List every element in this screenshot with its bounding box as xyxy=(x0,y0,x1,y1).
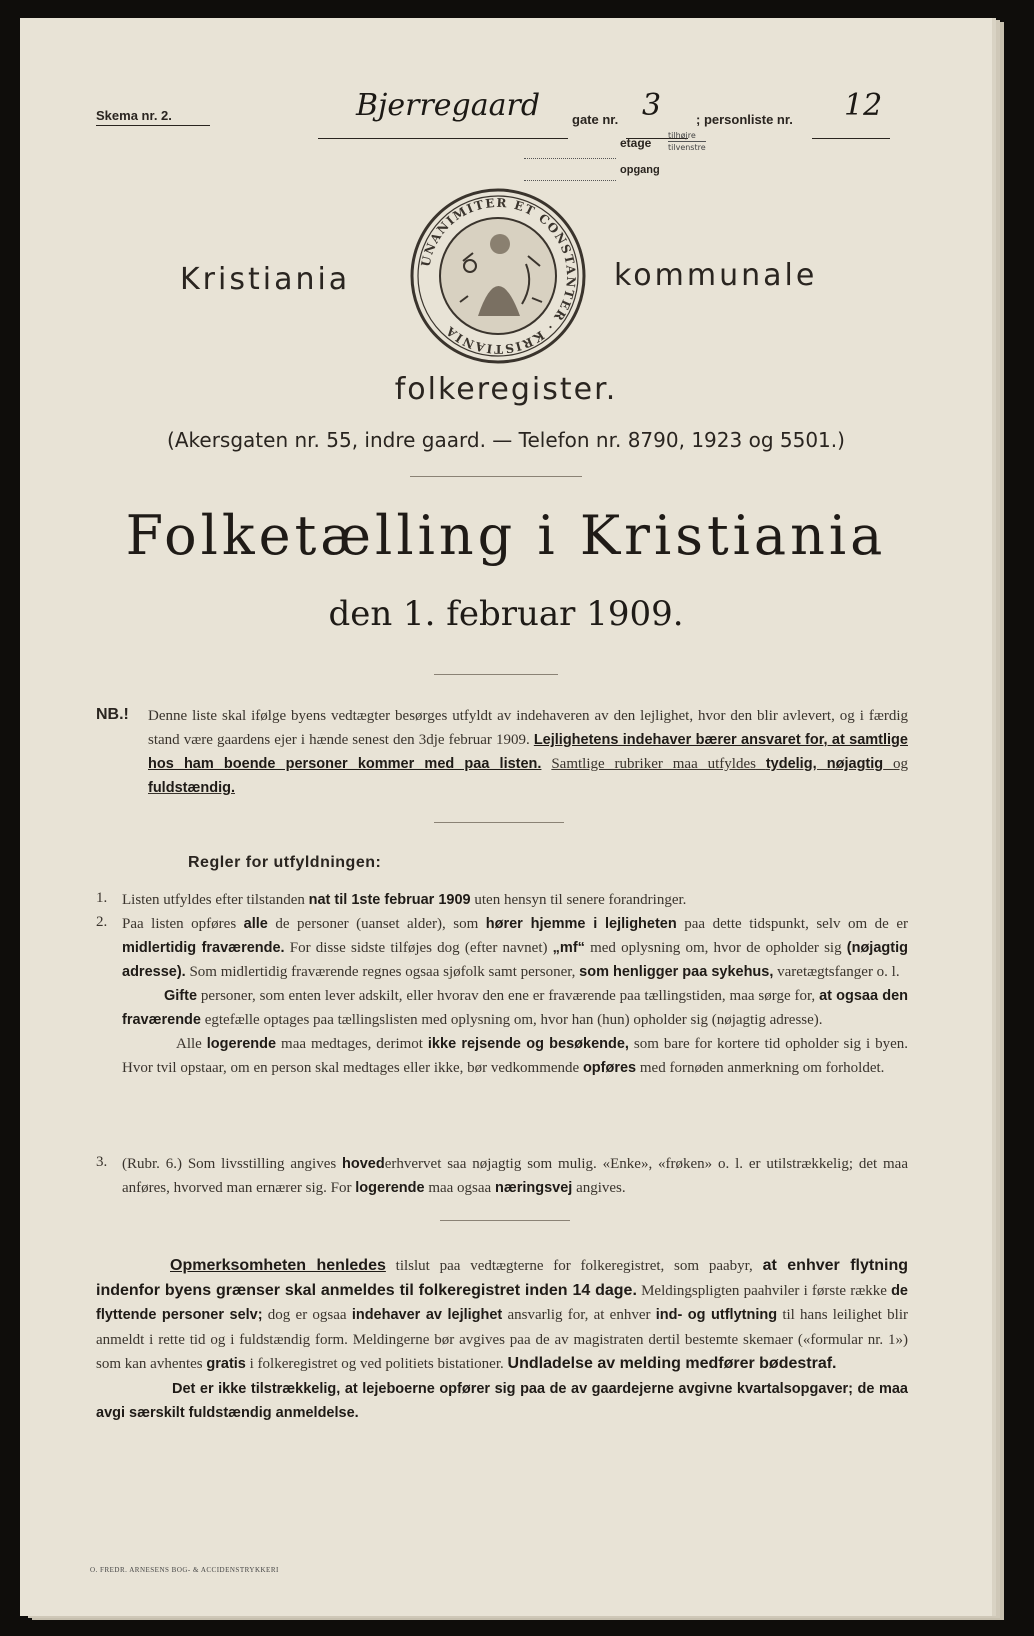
divider xyxy=(410,476,582,477)
etage-label: etage xyxy=(620,136,652,150)
etage-field[interactable] xyxy=(524,148,616,159)
rule-bold: hoved xyxy=(342,1156,385,1172)
institution-name-line2: folkeregister. xyxy=(394,372,618,407)
rule-bold: (nøjagtig adresse). xyxy=(122,940,908,980)
personliste-label: ; personliste nr. xyxy=(696,112,793,127)
schema-label: Skema nr. 2. xyxy=(96,108,210,126)
rule-text: For disse sidste tilføjes dog (efter navnet) xyxy=(284,940,553,956)
rule-bold: logerende xyxy=(355,1180,425,1196)
rule-bold: logerende xyxy=(206,1036,277,1052)
rule-text: Som midlertidig fraværende regnes ogsaa sjøfolk samt personer, xyxy=(185,964,580,980)
notice-bold: indehaver av lejlighet xyxy=(351,1307,503,1323)
nb-bold3: fuldstændig. xyxy=(148,780,235,796)
rule-2 xyxy=(122,912,908,1080)
notice-bold: at enhver flytning indenfor byens grænser skal anmeldes til folkeregistret inden 14 dage. xyxy=(96,1257,908,1299)
etage-option-left: tilvenstre xyxy=(668,143,706,152)
rule-text: varetægtsfanger o. l. xyxy=(773,964,900,980)
rule-number: 1. xyxy=(96,890,108,906)
rule-bold: „mf“ xyxy=(552,940,585,956)
rules-heading: Regler for utfyldningen: xyxy=(188,854,382,871)
rule-bold: at ogsaa den fraværende xyxy=(122,988,908,1028)
rule-text: (Rubr. 6.) Som livsstilling angives xyxy=(122,1156,343,1172)
notice-lead: Opmerksomheten henledes xyxy=(170,1257,386,1274)
rule-text: uten hensyn til senere forandringer. xyxy=(470,892,687,908)
divider xyxy=(434,822,564,823)
rule-text: personer, som enten lever adskilt, eller hvorav den ene er fraværende paa tællingstiden, maa sørge for, xyxy=(197,988,820,1004)
svg-text:UNANIMITER ET CONSTANTER · KRI: UNANIMITER ET CONSTANTER · KRISTIANIA xyxy=(418,195,579,357)
census-date: den 1. februar 1909. xyxy=(328,594,684,634)
rule-number: 3. xyxy=(96,1154,108,1170)
divider xyxy=(440,1220,570,1221)
rule-bold: ikke rejsende og besøkende, xyxy=(427,1036,629,1052)
opgang-field[interactable] xyxy=(524,172,616,181)
rule-bold: midlertidig fraværende. xyxy=(122,940,285,956)
nb-text: Denne liste skal ifølge byens vedtægter besørges utfyldt av indehaveren av den lejlighet, hvor den blir avlevert, og i færdig stand være gaardens ejer i hænde senest den 3dje februar 1909. xyxy=(148,708,908,748)
rule-2-married xyxy=(122,984,908,1032)
nb-responsibility: Lejlighetens indehaver bærer ansvaret for, at samtlige hos ham boende personer kommer med paa listen. xyxy=(148,732,908,772)
rule-text: egtefælle optages paa tællingslisten med oplysning om, hvor han (hun) opholder sig (nøjagtig adresse). xyxy=(200,1012,823,1028)
nb-bold2: tydelig, nøjagtig xyxy=(765,756,884,772)
etage-option-right: tilhøjre xyxy=(668,131,696,140)
rule-bold: som henligger paa sykehus, xyxy=(579,964,774,980)
notice-bold: gratis xyxy=(206,1356,246,1372)
kristiania-seal xyxy=(408,186,588,366)
rule-bold: næringsvej xyxy=(494,1180,573,1196)
notice-text: tilslut paa vedtægterne for folkeregistret, som paabyr, xyxy=(385,1258,763,1274)
nb-text3: og xyxy=(893,756,909,772)
etage-options xyxy=(668,130,706,153)
rule-text: angives. xyxy=(572,1180,626,1196)
rule-bold: hører hjemme i lejligheten xyxy=(485,916,677,932)
rule-number: 2. xyxy=(96,914,108,930)
rule-text: de personer (uanset alder), som xyxy=(267,916,486,932)
rule-text: som bare for kortere tid opholder sig i byen. Hvor tvil opstaar, om en person skal medtages eller ikke, bør vedkommende xyxy=(122,1036,908,1076)
notice-text: Meldingspligten paahviler i første række xyxy=(636,1282,892,1299)
rule-bold: opføres xyxy=(582,1060,637,1076)
rule-3 xyxy=(122,1152,908,1200)
notice-bold: de flyttende personer selv; xyxy=(96,1282,908,1323)
nb-text2: Samtlige rubriker maa utfyldes xyxy=(551,756,756,772)
rule-bold: Gifte xyxy=(164,988,198,1004)
institution-right: kommunale xyxy=(614,258,818,293)
nb-label: NB.! xyxy=(96,706,129,723)
personliste-number-handwritten: 12 xyxy=(844,88,883,123)
rule-2-lodgers xyxy=(122,1032,908,1080)
rule-text: med oplysning om, hvor de opholder sig xyxy=(584,940,847,956)
rule-text: Alle xyxy=(176,1036,207,1052)
census-form-page xyxy=(20,18,992,1616)
rule-text: paa dette tidspunkt, selv om de er xyxy=(676,916,908,932)
opgang-label: opgang xyxy=(620,164,660,176)
rule-text: maa medtages, derimot xyxy=(276,1036,428,1052)
notice-text: til hans leilighet blir anmeldt i rette tid og i fuldstændig form. Meldingerne bør avgives paa de av magistraten dertil bestemte skemaer («formular nr. 1») som kan avhentes xyxy=(96,1307,909,1372)
notice-bold: ind- og utflytning xyxy=(655,1307,778,1323)
gate-number-handwritten: 3 xyxy=(642,88,662,123)
rule-text: Listen utfyldes efter tilstanden xyxy=(122,892,309,908)
rule-text: Paa listen opføres xyxy=(122,916,244,932)
institution-address: (Akersgaten nr. 55, indre gaard. — Telefon nr. 8790, 1923 og 5501.) xyxy=(167,428,845,452)
notice-text: i folkeregistret og ved politiets bistationer. xyxy=(245,1356,508,1372)
rule-text: maa ogsaa xyxy=(424,1180,495,1196)
notice-final: Det er ikke tilstrækkelig, at lejeboerne opfører sig paa de av gaardejerne avgivne kvartalsopgaver; de maa avgi særskilt fuldstændig anmeldelse. xyxy=(96,1380,908,1421)
nb-paragraph xyxy=(148,704,908,800)
notice-text: ansvarlig for, at enhver xyxy=(502,1307,656,1323)
gate-label: gate nr. xyxy=(572,112,619,127)
printer-imprint: O. FREDR. ARNESENS BOG- & ACCIDENSTRYKKERI xyxy=(90,1566,279,1574)
divider xyxy=(434,674,558,675)
rule-text: med fornøden anmerkning om forholdet. xyxy=(636,1060,885,1076)
street-handwritten: Bjerregaard xyxy=(356,88,541,123)
document-title: Folketælling i Kristiania xyxy=(125,504,887,567)
rule-text: erhvervet saa nøjagtig som mulig. «Enke», «frøken» o. l. er utilstrækkelig; det maa anføres, hvorved man ernærer sig. For xyxy=(122,1156,908,1196)
notice-text: dog er ogsaa xyxy=(262,1307,352,1323)
notice-paragraph xyxy=(96,1254,908,1426)
rule-bold: alle xyxy=(243,916,268,932)
rule-1 xyxy=(122,888,908,912)
notice-penalty: Undladelse av melding medfører bødestraf. xyxy=(507,1355,837,1372)
institution-left: Kristiania xyxy=(180,262,351,297)
rule-bold: nat til 1ste februar 1909 xyxy=(308,892,471,908)
